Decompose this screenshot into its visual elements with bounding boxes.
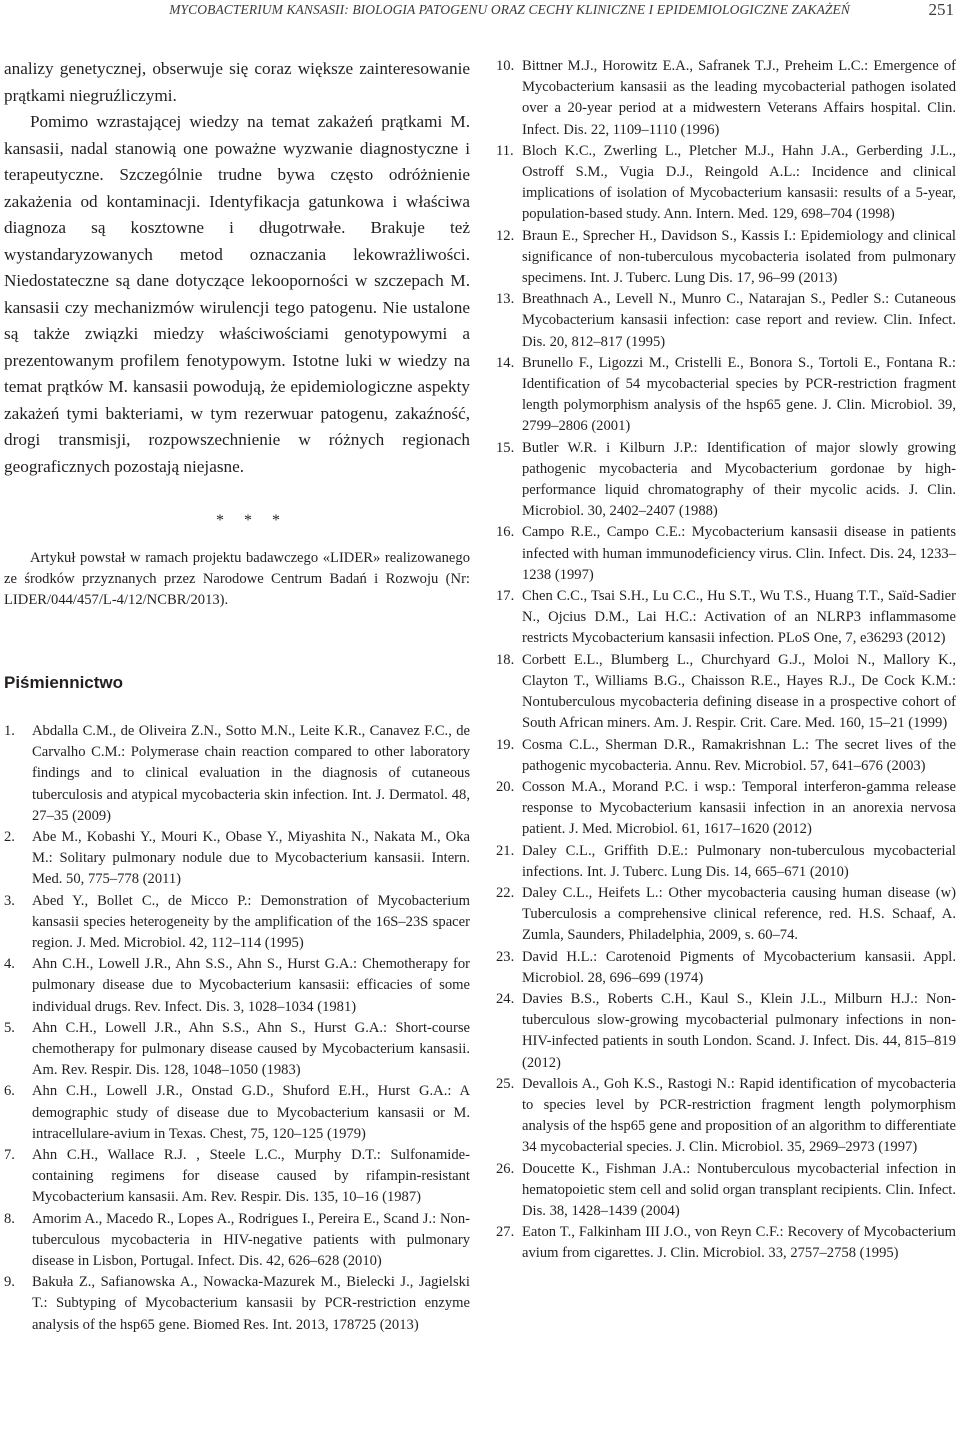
reference-item [4,1145,470,1209]
reference-item [4,1272,470,1336]
reference-text: Doucette K., Fishman J.A.: Nontuberculous mycobacterial infection in hematopoietic stem cell and solid organ transplant recipients. Clin. Infect. Dis. 38, 1428–1439 (2004) [522,1160,956,1219]
running-header [0,0,960,22]
reference-number: 10. [496,58,515,74]
reference-item [4,1209,470,1273]
reference-text: Bloch K.C., Zwerling L., Pletcher M.J., Hahn J.A., Gerberding J.L., Ostroff S.M., Vugia D.J., Reingold A.L.: Incidence and clinical implications of isolation of Mycobacterium kansasii: results of a 5-year, population-based study. Ann. Intern. Med. 129, 698–704 (1998) [522,142,956,223]
page-number: 251 [928,0,954,19]
reference-number: 5. [4,1019,15,1036]
reference-number: 24. [496,990,515,1007]
reference-text: Braun E., Sprecher H., Davidson S., Kassis I.: Epidemiology and clinical significance of non-tuberculous mycobacteria isolated from pulmonary specimens. Int. J. Tuberc. Lung Dis. 17, 96–99 (2013) [522,227,956,287]
reference-text: Breathnach A., Levell N., Munro C., Natarajan S., Pedler S.: Cutaneous Mycobacterium kansasii infection: case report and review. Clin. Infect. Dis. 20, 812–817 (1995) [522,291,956,350]
reference-item [4,954,470,1018]
reference-item [4,891,470,955]
reference-item [496,226,956,290]
reference-text: Chen C.C., Tsai S.H., Lu C.C., Hu S.T., Wu T.S., Huang T.T., Saïd-Sadier N., Ojcius D.M., Lai H.C.: Activation of an NLRP3 inflammasome restricts Mycobacterium kansasii infection. PLoS One, 7, e36293 (2012) [522,588,956,647]
section-separator: * * * [216,512,288,529]
reference-item [4,1018,470,1082]
reference-number: 20. [496,778,515,795]
left-column [4,56,470,1336]
reference-text: David H.L.: Carotenoid Pigments of Mycobacterium kansasii. Appl. Microbiol. 28, 696–699 (1974) [522,948,956,986]
reference-text: Cosson M.A., Morand P.C. i wsp.: Temporal interferon-gamma release response to Mycobacterium kansasii infection in an anorexia nervosa patient. J. Med. Microbiol. 61, 1617–1620 (2012) [522,778,956,838]
reference-item [496,650,956,735]
reference-number: 18. [496,651,515,668]
body-text [4,56,470,480]
reference-text: Bittner M.J., Horowitz E.A., Safranek T.J., Preheim L.C.: Emergence of Mycobacterium kansasii as the leading mycobacterial pathogen isolated over a 20-year period at a midwestern Veterans Affairs hospital. Clin. Infect. Dis. 22, 1109–1110 (1996) [522,58,956,138]
reference-text: Bakuła Z., Safianowska A., Nowacka-Mazurek M., Bielecki J., Jagielski T.: Subtyping of Mycobacterium kansasii by PCR-restriction enzyme analysis of the hsp65 gene. Biomed Res. Int. 2013, 178725 (2013) [32,1274,470,1333]
reference-text: Devallois A., Goh K.S., Rastogi N.: Rapid identification of mycobacteria to species level by PCR-restriction fragment length polymorphism analysis of the hsp65 gene and proposition of an algorithm to differentiate 34 mycobacterial species. J. Clin. Microbiol. 35, 2969–2973 (1997) [522,1075,956,1156]
reference-text: Butler W.R. i Kilburn J.P.: Identification of major slowly growing pathogenic mycobacteria and Mycobacterium gordonae by high-performance liquid chromatography of their mycolic acids. J. Clin. Microbiol. 30, 2402–2407 (1988) [522,439,956,520]
reference-number: 23. [496,948,515,965]
reference-item [496,735,956,777]
reference-number: 27. [496,1224,515,1241]
reference-item [496,1159,956,1223]
reference-text: Campo R.E., Campo C.E.: Mycobacterium kansasii disease in patients infected with human immunodeficiency virus. Clin. Infect. Dis. 24, 1233–1238 (1997) [522,524,956,583]
reference-number: 11. [496,142,514,159]
reference-text: Ahn C.H., Wallace R.J. , Steele L.C., Murphy D.T.: Sulfonamide-containing regimens for disease caused by rifampin-resistant Mycobacterium kansasii. Am. Rev. Respir. Dis. 135, 10–16 (1987) [32,1147,470,1206]
reference-item [4,1081,470,1145]
reference-item [496,586,956,650]
reference-text: Ahn C.H., Lowell J.R., Ahn S.S., Ahn S., Hurst G.A.: Chemotherapy for pulmonary disease due to Mycobacterium kansasii: efficacies of some individual drugs. Rev. Infect. Dis. 3, 1028–1034 (1981) [32,956,470,1015]
reference-item [496,883,956,947]
reference-text: Daley C.L., Heifets L.: Other mycobacteria causing human disease (w) Tuberculosis a comprehensive clinical reference, red. H.S. Schaaf, A. Zumla, Saunders, Philadelphia, 2009, s. 60–74. [522,884,956,944]
reference-text: Cosma C.L., Sherman D.R., Ramakrishnan L.: The secret lives of the pathogenic mycobacteria. Annu. Rev. Microbiol. 57, 641–676 (2003) [522,736,956,774]
reference-text: Abe M., Kobashi Y., Mouri K., Obase Y., Miyashita N., Nakata M., Oka M.: Solitary pulmonary nodule due to Mycobacterium kansasii. Intern. Med. 50, 775–778 (2011) [32,829,470,888]
reference-number: 21. [496,842,515,859]
reference-number: 9. [4,1274,15,1291]
reference-item [496,1222,956,1264]
right-column [496,56,956,1265]
reference-text: Corbett E.L., Blumberg L., Churchyard G.J., Moloi N., Mallory K., Clayton T., Williams B.G., Chaisson R.E., Hayes R.J., De Cock K.M.: Nontuberculous mycobacteria defining disease in a prospective cohort of South African miners. Am. J. Respir. Crit. Care. Med. 160, 15–21 (1999) [522,651,956,732]
reference-number: 16. [496,524,515,541]
paragraph-2: Pomimo wzrastającej wiedzy na temat zakażeń prątkami M. kansasii, nadal stanowią one poważne wyzwanie diagnostyczne i terapeutyczne. Szczególnie trudne bywa często odróżnienie zakażenia od kontaminacji. Identyfikacja gatunkowa i właściwa diagnoza są kosztowne i długotrwałe. Brakuje też wystandaryzowanych metod oznaczania lekowrażliwości. Niedostateczne są dane dotyczące lekooporności w szczepach M. kansasii czy mechanizmów wirulencji tego patogenu. Nie ustalone są także związki miedzy właściwościami genotypowymi a prezentowanym profilem fenotypowym. Istotne luki w wiedzy na temat prątków M. kansasii powodują, że epidemiologiczne aspekty zakażeń tymi bakteriami, w tym rezerwuar patogenu, zakaźność, drogi transmisji, rozpowszechnienie w różnych regionach geograficznych pozostają niejasne. [4,112,470,476]
reference-number: 12. [496,227,515,244]
reference-item [496,353,956,438]
reference-number: 7. [4,1147,15,1164]
reference-number: 2. [4,829,15,846]
reference-item [496,841,956,883]
paragraph-1: analizy genetycznej, obserwuje się coraz większe zainteresowanie prątkami niegruźliczymi. [4,59,470,105]
acknowledgement: Artykuł powstał w ramach projektu badawczego «LIDER» realizowanego ze środków przyznanych przez Narodowe Centrum Badań i Rozwoju (Nr: LIDER/044/457/L-4/12/NCBR/2013). [4,550,470,608]
reference-item [4,827,470,891]
reference-text: Ahn C.H., Lowell J.R., Onstad G.D., Shuford E.H., Hurst G.A.: A demographic study of disease due to Mycobacterium kansasii or M. intracellulare-avium in Texas. Chest, 75, 120–125 (1979) [32,1083,470,1142]
running-title: MYCOBACTERIUM KANSASII: BIOLOGIA PATOGENU ORAZ CECHY KLINICZNE I EPIDEMIOLOGICZNE ZAKAŻEŃ [169,2,850,17]
reference-item [496,989,956,1074]
reference-number: 8. [4,1210,15,1227]
reference-item [496,947,956,989]
reference-text: Eaton T., Falkinham III J.O., von Reyn C.F.: Recovery of Mycobacterium avium from cigarettes. J. Clin. Microbiol. 33, 2757–2758 (1995) [522,1224,956,1262]
reference-item [496,56,956,141]
reference-item [496,522,956,586]
reference-number: 17. [496,588,515,605]
reference-number: 19. [496,736,515,753]
reference-text: Brunello F., Ligozzi M., Cristelli E., Bonora S., Tortoli E., Fontana R.: Identification of 54 mycobacterial species by PCR-restriction fragment length polymorphism analysis of the hsp65 gene. J. Clin. Microbiol. 39, 2799–2806 (2001) [522,354,956,435]
reference-text: Abed Y., Bollet C., de Micco P.: Demonstration of Mycobacterium kansasii species heterogeneity by the amplification of the 16S–23S spacer region. J. Med. Microbiol. 42, 112–114 (1995) [32,892,470,952]
references-list-left [4,721,470,1336]
reference-number: 13. [496,291,515,308]
reference-text: Abdalla C.M., de Oliveira Z.N., Sotto M.N., Leite K.R., Canavez F.C., de Carvalho C.M.: Polymerase chain reaction compared to other laboratory findings and to clinical evaluation in the diagnosis of cutaneous tuberculosis and atypical mycobacteria skin infection. Int. J. Dermatol. 48, 27–35 (2009) [32,723,470,824]
references-list-right [496,56,956,1265]
reference-text: Davies B.S., Roberts C.H., Kaul S., Klein J.L., Milburn H.J.: Non-tuberculous slow-growing mycobacterial pulmonary infections in non-HIV-infected patients in south London. Scand. J. Infect. Dis. 44, 815–819 (2012) [522,990,956,1071]
reference-number: 1. [4,723,15,739]
reference-number: 6. [4,1083,15,1100]
reference-text: Ahn C.H., Lowell J.R., Ahn S.S., Ahn S., Hurst G.A.: Short-course chemotherapy for pulmonary disease caused by Mycobacterium kansasii. Am. Rev. Respir. Dis. 128, 1048–1050 (1983) [32,1019,470,1079]
reference-item [496,141,956,226]
reference-item [496,777,956,841]
reference-number: 14. [496,354,515,371]
reference-number: 26. [496,1160,515,1177]
reference-item [496,1074,956,1159]
reference-text: Amorim A., Macedo R., Lopes A., Rodrigues I., Pereira E., Scand J.: Non-tuberculous mycobacteria in HIV-negative patients with pulmonary disease in Lisbon, Portugal. Infect. Dis. 42, 626–628 (2010) [32,1210,470,1270]
references-heading: Piśmiennictwo [4,673,124,692]
reference-number: 3. [4,892,15,909]
reference-number: 22. [496,884,515,901]
reference-text: Daley C.L., Griffith D.E.: Pulmonary non-tuberculous mycobacterial infections. Int. J. Tuberc. Lung Dis. 14, 665–671 (2010) [522,842,956,880]
reference-number: 4. [4,956,15,973]
reference-number: 25. [496,1075,515,1092]
reference-item [4,721,470,827]
reference-number: 15. [496,439,515,456]
reference-item [496,438,956,523]
reference-item [496,289,956,353]
